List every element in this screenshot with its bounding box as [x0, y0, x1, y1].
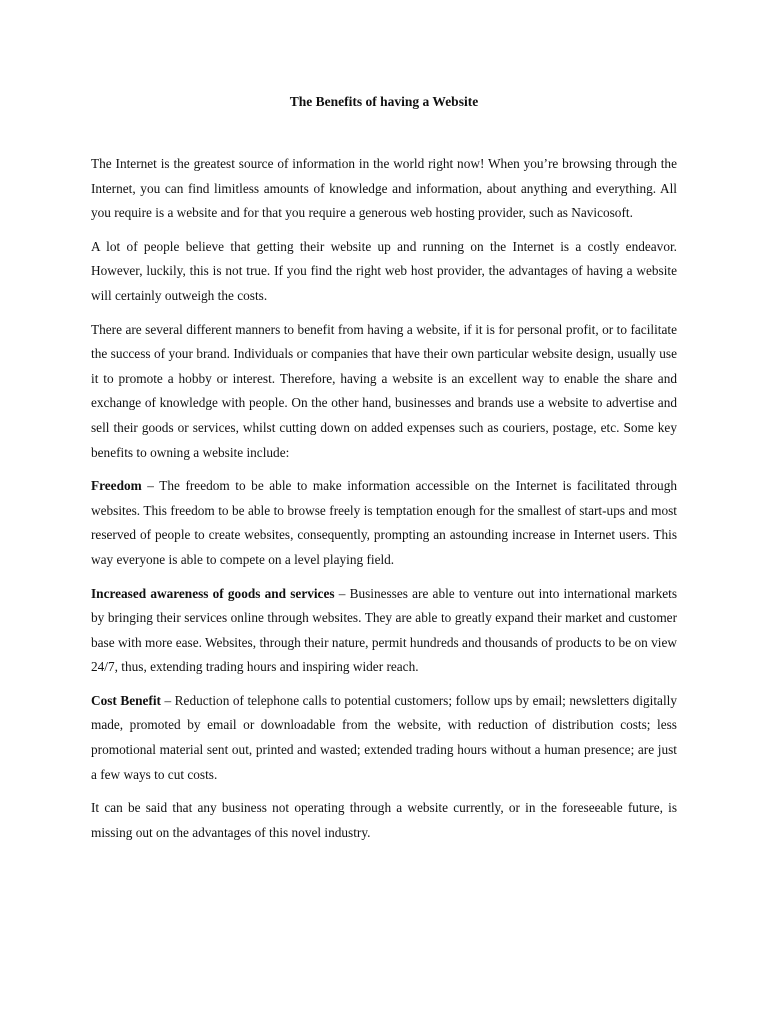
paragraph-text: A lot of people believe that getting their website up and running on the Internet is a costly endeavor. However, luckily, this is not true. If you find the right web host provider, the advantages of having a website will certainly outweigh the costs.: [91, 238, 677, 303]
intro-paragraph: [91, 152, 677, 226]
paragraph-text: It can be said that any business not operating through a website currently, or in the foreseeable future, is missing out on the advantages of this novel industry.: [91, 800, 677, 840]
cost-benefit-paragraph: [91, 689, 677, 787]
paragraph-text: – Reduction of telephone calls to potential customers; follow ups by email; newsletters digitally made, promoted by email or downloadable from the website, with reduction of distribution costs; less promotional material sent out, printed and wasted; extended trading hours without a human presence; are just a few ways to cut costs.: [91, 692, 677, 782]
awareness-paragraph: [91, 582, 677, 680]
paragraph-text: – The freedom to be able to make information accessible on the Internet is facilitated through websites. This freedom to be able to browse freely is temptation enough for the smallest of start-ups and most reserved of people to create websites, consequently, prompting an astounding increase in Internet users. This way everyone is able to compete on a level playing field.: [91, 478, 677, 567]
cost-belief-paragraph: [91, 235, 677, 309]
paragraph-text: The Internet is the greatest source of information in the world right now! When you’re browsing through the Internet, you can find limitless amounts of knowledge and information, about anything and everything. All you require is a website and for that you require a generous web hosting provider, such as Navicosoft.: [91, 156, 677, 221]
cost-benefit-term: Cost Benefit: [91, 692, 161, 708]
freedom-term: Freedom: [91, 478, 142, 494]
paragraph-text: – Businesses are able to venture out into international markets by bringing their services online through websites. They are able to greatly expand their market and customer base with more ease. Websites, through their nature, permit hundreds and thousands of products to be on view 24/7, thus, extending trading hours and inspiring wider reach.: [91, 585, 678, 675]
benefits-overview-paragraph: [91, 318, 677, 466]
conclusion-paragraph: [91, 796, 677, 845]
document-page: [91, 93, 677, 854]
awareness-term: Increased awareness of goods and services: [91, 585, 335, 601]
paragraph-text: There are several different manners to benefit from having a website, if it is for personal profit, or to facilitate the success of your brand. Individuals or companies that have their own particular website design, usually use it to promote a hobby or interest. Therefore, having a website is an excellent way to enable the share and exchange of knowledge with people. On the other hand, businesses and brands use a website to advertise and sell their goods or services, whilst cutting down on added expenses such as couriers, postage, etc. Some key benefits to owning a website include:: [91, 321, 677, 460]
document-title: The Benefits of having a Website: [289, 94, 479, 109]
freedom-paragraph: [91, 474, 677, 572]
